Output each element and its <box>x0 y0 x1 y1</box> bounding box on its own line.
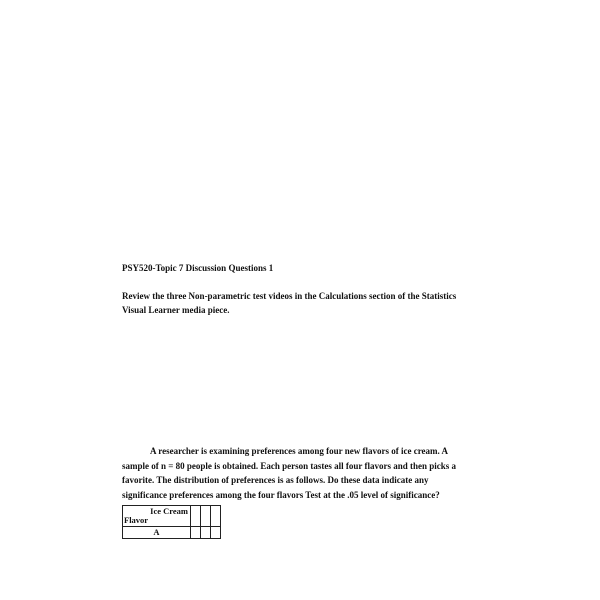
intro-line: Review the three Non-parametric test videos in the Calculations section of the Statistics <box>122 291 457 301</box>
table-cell <box>201 506 211 527</box>
table-cell <box>201 527 211 539</box>
intro-line: Visual Learner media piece. <box>122 305 230 315</box>
question-line: favorite. The distribution of preferences is as follows. Do these data indicate any <box>122 475 429 485</box>
table-row <box>123 527 221 539</box>
table-cell <box>211 506 221 527</box>
table-row-label: A <box>123 527 191 539</box>
question-line: A researcher is examining preferences among four new flavors of ice cream. A <box>150 446 449 456</box>
table-cell <box>211 527 221 539</box>
intro-paragraph <box>122 289 472 317</box>
header-label-line1: Ice Cream <box>150 506 188 516</box>
flavor-preference-table <box>122 505 221 539</box>
table-header-cell <box>123 506 191 527</box>
header-label-line2: Flavor <box>124 515 149 525</box>
question-line: significance preferences among the four flavors Test at the .05 level of significance? <box>122 489 440 500</box>
document-title: PSY520-Topic 7 Discussion Questions 1 <box>122 263 274 273</box>
table-cell <box>191 506 201 527</box>
table-cell <box>191 527 201 539</box>
table-header-row <box>123 506 221 527</box>
question-paragraph <box>122 444 472 502</box>
question-line: sample of n = 80 people is obtained. Each person tastes all four flavors and then picks a <box>122 460 456 471</box>
